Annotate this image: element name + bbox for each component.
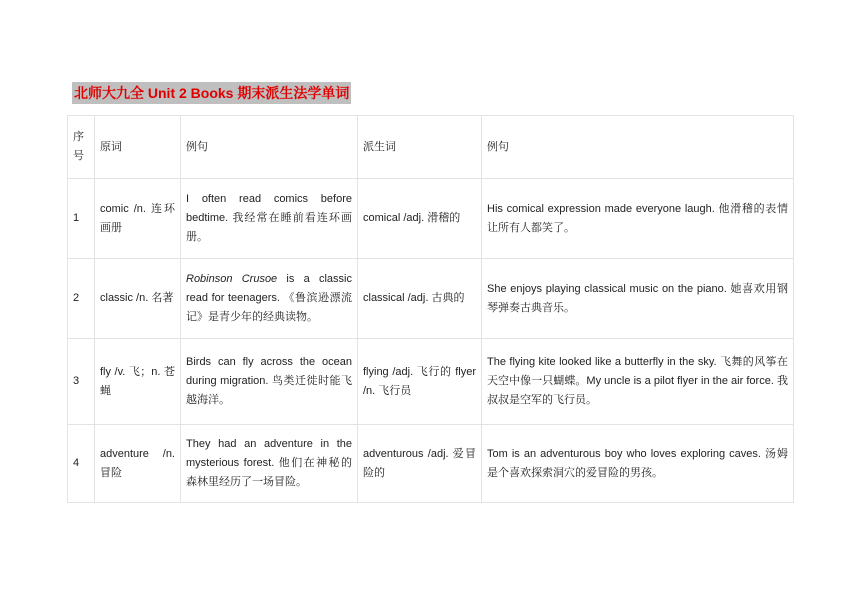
table-row (68, 339, 794, 425)
derived-example-sentence: His comical expression made everyone laugh. 他滑稽的表情让所有人都笑了。 (482, 179, 794, 259)
book-title: Robinson Crusoe (186, 273, 278, 285)
example-sentence-rest: is a classic read for teenagers. 《鲁滨逊漂流记》是青少年的经典读物。 (186, 273, 352, 323)
derived-example-sentence: She enjoys playing classical music on the piano. 她喜欢用钢琴弹奏古典音乐。 (482, 259, 794, 339)
derived-example-sentence: The flying kite looked like a butterfly in the sky. 飞舞的风筝在天空中像一只蝴蝶。My uncle is a pilot flyer in the air force. 我叔叔是空军的飞行员。 (482, 339, 794, 425)
row-number: 2 (68, 259, 95, 339)
header-number: 序号 (68, 116, 95, 179)
example-sentence (181, 259, 358, 339)
derived-word: flying /adj. 飞行的 flyer /n. 飞行员 (358, 339, 482, 425)
vocabulary-table (67, 115, 794, 503)
original-word: adventure /n. 冒险 (95, 425, 181, 503)
table-header-row (68, 116, 794, 179)
original-word: fly /v. 飞；n. 苍蝇 (95, 339, 181, 425)
example-sentence: Birds can fly across the ocean during migration. 鸟类迁徙时能飞越海洋。 (181, 339, 358, 425)
derived-word: classical /adj. 古典的 (358, 259, 482, 339)
example-sentence: I often read comics before bedtime. 我经常在睡前看连环画册。 (181, 179, 358, 259)
derived-word: adventurous /adj. 爱冒险的 (358, 425, 482, 503)
header-original-word: 原词 (95, 116, 181, 179)
header-derived-word: 派生词 (358, 116, 482, 179)
row-number: 4 (68, 425, 95, 503)
table-row (68, 179, 794, 259)
table-row (68, 259, 794, 339)
row-number: 3 (68, 339, 95, 425)
derived-word: comical /adj. 滑稽的 (358, 179, 482, 259)
document-title: 北师大九全 Unit 2 Books 期末派生法学单词 (72, 82, 351, 104)
row-number: 1 (68, 179, 95, 259)
example-sentence: They had an adventure in the mysterious forest. 他们在神秘的森林里经历了一场冒险。 (181, 425, 358, 503)
header-example: 例句 (181, 116, 358, 179)
original-word: classic /n. 名著 (95, 259, 181, 339)
derived-example-sentence: Tom is an adventurous boy who loves exploring caves. 汤姆是个喜欢探索洞穴的爱冒险的男孩。 (482, 425, 794, 503)
header-derived-example: 例句 (482, 116, 794, 179)
table-row (68, 425, 794, 503)
original-word: comic /n. 连环画册 (95, 179, 181, 259)
